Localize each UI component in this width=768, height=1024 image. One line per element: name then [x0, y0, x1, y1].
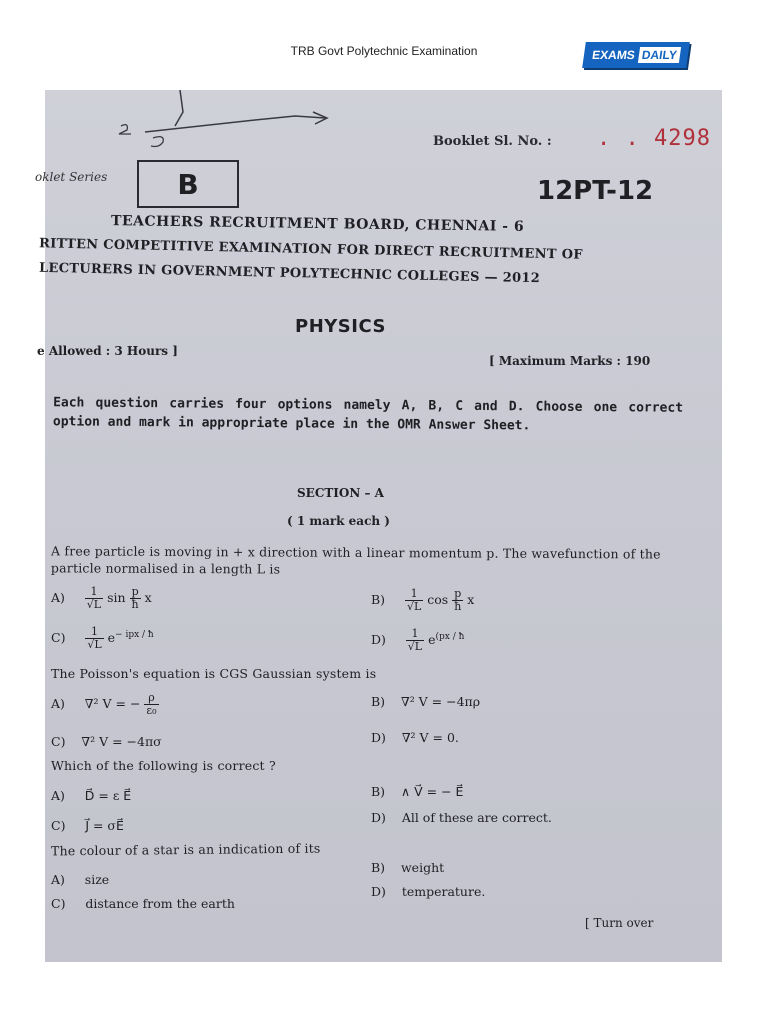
photo-edge-strip: [640, 962, 722, 970]
q2-option-c: C) ∇² V = −4πσ: [51, 734, 162, 749]
q4-option-a: A) size: [51, 872, 110, 887]
q3-option-c: C) J⃗ = σE⃗: [51, 818, 124, 833]
q3-option-b: B) ∧ V⃗ = − E⃗: [371, 784, 464, 799]
question-paper-photo: [35, 90, 722, 962]
exam-title-line1: RITTEN COMPETITIVE EXAMINATION FOR DIRECT RECRUITMENT OF: [38, 236, 583, 263]
q3-option-d: D) All of these are correct.: [371, 810, 552, 825]
booklet-serial-label: Booklet Sl. No. :: [433, 134, 552, 149]
section-heading: SECTION – A: [297, 486, 384, 500]
marks-per-question: ( 1 mark each ): [287, 514, 390, 528]
maximum-marks: [ Maximum Marks : 190: [489, 354, 651, 368]
booklet-series-value: B: [177, 167, 199, 201]
q2-option-a: A) ∇² V = − $\frac{\rho}{\text{ε₀}}$: [51, 691, 157, 717]
q3-option-a: A) D⃗ = ε E⃗: [51, 788, 132, 803]
question-3-text: Which of the following is correct ?: [51, 758, 276, 773]
logo-word-exams: EXAMS: [591, 48, 636, 62]
booklet-serial-number: . . 4298: [597, 126, 711, 151]
subject-title: PHYSICS: [295, 316, 386, 337]
board-title: TEACHERS RECRUITMENT BOARD, CHENNAI - 6: [110, 213, 525, 235]
paper-code: 12PT-12: [537, 176, 654, 206]
q4-option-c: C) distance from the earth: [51, 896, 235, 911]
logo-word-daily: DAILY: [638, 47, 681, 63]
q2-option-b: B) ∇² V = −4πρ: [371, 694, 481, 709]
pen-scribble: [105, 90, 365, 160]
q4-option-b: B) weight: [371, 860, 445, 875]
q1-option-c: C) $\frac{1}{√L}$ $e^{- ipx / ħ}$: [51, 625, 154, 651]
booklet-series-label: oklet Series: [35, 170, 108, 184]
q2-option-d: D) ∇² V = 0.: [371, 730, 459, 745]
question-4-text: The colour of a star is an indication of its: [50, 840, 321, 859]
question-1-text: A free particle is moving in + x direction with a linear momentum p. The wavefunction of the particle normalised in a length L is: [50, 543, 661, 577]
turn-over-note: [ Turn over: [585, 916, 654, 930]
q1-option-a: A) $\frac{1}{√L}$ sin $\frac{p}{ħ}$ x: [51, 585, 152, 611]
q4-option-d: D) temperature.: [371, 884, 486, 899]
instructions: Each question carries four options namely A, B, C and D. Choose one correct option and mark in appropriate place in the OMR Answer Sheet.: [52, 395, 684, 434]
exams-daily-logo[interactable]: [582, 42, 690, 68]
time-allowed: e Allowed : 3 Hours ]: [37, 344, 178, 358]
booklet-series-box: [137, 160, 239, 208]
question-2-text: The Poisson's equation is CGS Gaussian system is: [51, 666, 377, 681]
q1-option-b: B) $\frac{1}{√L}$ cos $\frac{p}{ħ}$ x: [371, 587, 475, 613]
page-header-title: TRB Govt Polytechnic Examination: [290, 44, 478, 58]
q1-option-d: D) $\frac{1}{√L}$ $e^{(px / ħ}$: [371, 627, 465, 653]
exam-title-line2: LECTURERS IN GOVERNMENT POLYTECHNIC COLLEGES — 2012: [38, 260, 541, 287]
